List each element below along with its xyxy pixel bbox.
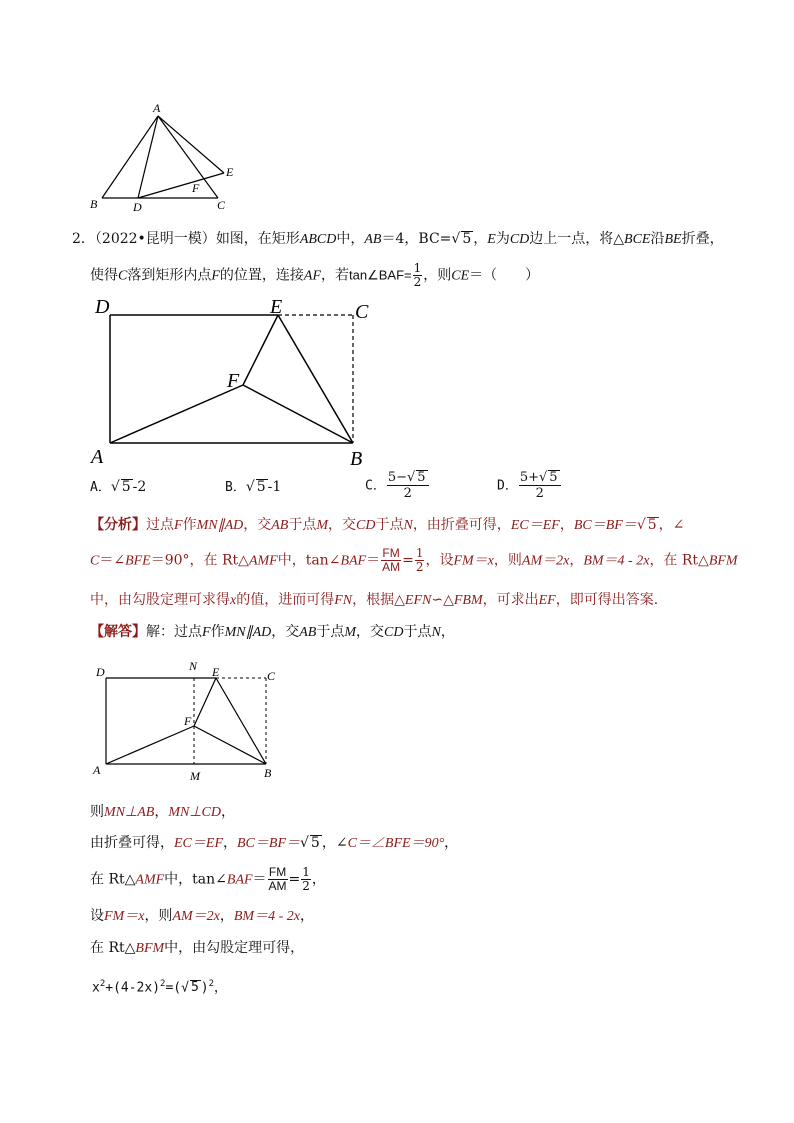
problem-line-1: 2．（2022•昆明一模）如图，在矩形ABCD中，AB＝4，BC=√ 5 ，E为CD边上一点，将△BCE沿BE折叠， <box>72 231 724 247</box>
solution-line-1: 【解答】解：过点F作MN∥AD，交AB于点M，交CD于点N， <box>90 624 455 640</box>
solution-tag: 【解答】 <box>90 624 146 640</box>
fig3-label-m: M <box>190 769 200 783</box>
fig3-label-d: D <box>96 665 105 679</box>
step-4: 设FM＝x，则AM＝2x，BM＝4 - 2x， <box>90 908 314 924</box>
fig2-label-e: E <box>270 296 283 318</box>
analysis-tag: 【分析】 <box>90 517 146 533</box>
fig3-label-f: F <box>184 714 192 728</box>
fig3-label-n: N <box>189 659 198 673</box>
fig1-label-a: A <box>153 101 161 115</box>
fig3-label-e: E <box>212 665 220 679</box>
analysis-line-3: 中，由勾股定理可求得x的值，进而可得FN，根据△EFN∽△FBM，可求出EF，即可得出答案． <box>90 592 668 608</box>
fig3-label-c: C <box>267 669 276 683</box>
fig2-label-c: C <box>355 301 369 323</box>
problem-line-2: 使得C落到矩形内点F的位置，连接AF，若tan∠BAF= $\frac{1}{2}$ ，则CE＝（ ） <box>90 261 540 289</box>
step-3: 在 Rt△AMF中，tan∠BAF＝ $\frac{FM}{AM}$ = $\frac{1}{2}$ ， <box>90 865 326 893</box>
fig1-label-e: E <box>226 165 234 179</box>
option-c[interactable]: C． $\frac{5-√ 5}{2}$ <box>365 470 430 501</box>
fig1-label-d: D <box>133 200 142 214</box>
step-5: 在 Rt△BFM中，由勾股定理可得， <box>90 940 305 956</box>
fig1-label-f: F <box>192 181 200 195</box>
option-b[interactable]: B．√ 5 -1 <box>225 479 282 495</box>
fig3-label-a: A <box>93 763 101 777</box>
tan-fraction: $\frac{1}{2}$ <box>413 261 422 289</box>
equation-pythagoras: $x^2+(4-2x)^2=(√$ 5 )$^2$， <box>92 979 228 996</box>
fig2-label-d: D <box>95 296 110 318</box>
fig2-label-f: F <box>227 370 240 392</box>
analysis-line-1: 【分析】过点F作MN∥AD，交AB于点M，交CD于点N，由折叠可得，EC＝EF，BC＝BF＝√ 5 ，∠ <box>90 517 685 533</box>
step-2: 由折叠可得，EC＝EF，BC＝BF＝√ 5 ，∠C＝∠BFE＝90°， <box>90 835 459 851</box>
figure-solution-diagram <box>88 656 288 788</box>
fig2-label-a: A <box>91 446 104 468</box>
problem-number: 2． <box>72 231 95 247</box>
figure-triangle <box>80 98 250 214</box>
fig1-label-c: C <box>217 198 226 212</box>
step-1: 则MN⊥AB，MN⊥CD， <box>90 804 235 820</box>
option-d[interactable]: D． $\frac{5+√ 5}{2}$ <box>497 470 562 501</box>
fig3-label-b: B <box>264 766 272 780</box>
figure-rectangle-fold <box>85 293 385 468</box>
analysis-line-2: C＝∠BFE＝90°，在 Rt△AMF中，tan∠BAF＝ $\frac{FM}{AM}$ = $\frac{1}{2}$ ，设FM＝x，则AM＝2x，BM＝4 - 2x，在 Rt△BFM <box>90 546 738 574</box>
fig2-label-b: B <box>350 448 363 468</box>
option-a[interactable]: A．√ 5 -2 <box>90 479 147 495</box>
fig1-label-b: B <box>90 197 98 211</box>
